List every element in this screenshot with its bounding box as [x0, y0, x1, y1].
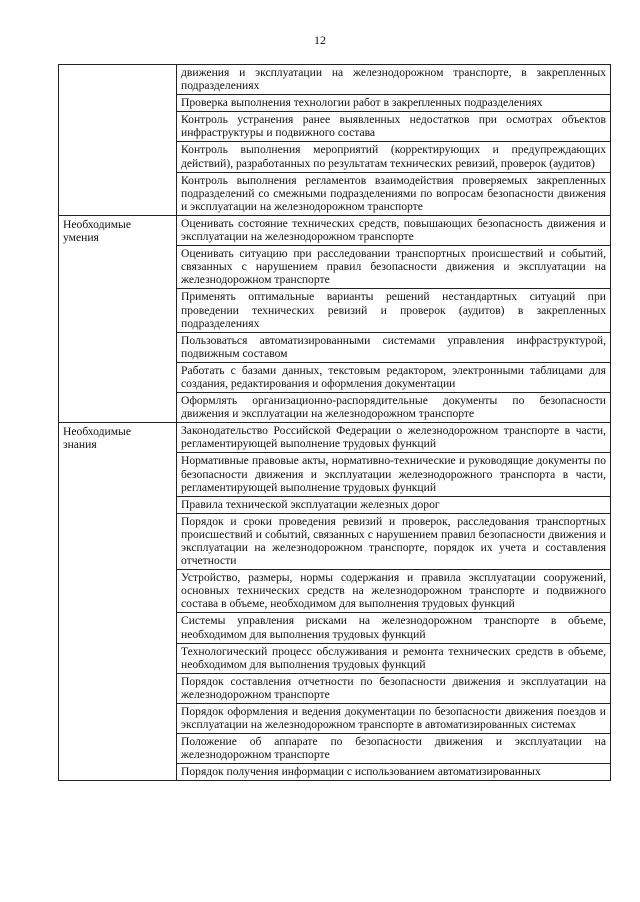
table-row — [59, 215, 611, 245]
requirement-cell — [177, 513, 611, 569]
requirement-text: Системы управления рисками на железнодорожном транспорте в объеме, необходимом для выполнения трудовых функций — [181, 614, 606, 641]
requirement-cell — [177, 496, 611, 513]
requirement-cell — [177, 570, 611, 613]
requirement-cell — [177, 423, 611, 453]
requirement-cell — [177, 215, 611, 245]
requirement-cell — [177, 112, 611, 142]
requirement-text: Законодательство Российской Федерации о железнодорожном транспорте в части, регламентирующей выполнение трудовых функций — [181, 424, 606, 451]
requirement-text: Порядок получения информации с использованием автоматизированных — [181, 765, 541, 779]
requirement-text: Пользоваться автоматизированными системами управления инфраструктурой, подвижным составом — [181, 333, 606, 360]
requirement-cell — [177, 246, 611, 289]
requirement-cell — [177, 172, 611, 215]
page-number: 12 — [314, 33, 326, 47]
requirement-cell — [177, 734, 611, 764]
requirement-cell — [177, 764, 611, 781]
requirement-cell — [177, 95, 611, 112]
requirement-text: Нормативные правовые акты, нормативно-технические и руководящие документы по безопасности движения и эксплуатации железнодорожного транспорта в части, регламентирующей выполнение трудовых функций — [181, 454, 606, 494]
requirement-text: Положение об аппарате по безопасности движения и эксплуатации на железнодорожном транспорте — [181, 735, 606, 762]
requirement-text: Работать с базами данных, текстовым редактором, электронными таблицами для создания, редактирования и оформления документации — [181, 363, 606, 390]
section-label: Необходимые знания — [63, 425, 131, 452]
requirement-text: Проверка выполнения технологии работ в закрепленных подразделениях — [181, 96, 543, 110]
requirement-text: Применять оптимальные варианты решений нестандартных ситуаций при проведении технических ревизий и проверок (аудитов) в закрепленных подразделениях — [181, 290, 606, 330]
requirement-cell — [177, 289, 611, 332]
requirement-text: Устройство, размеры, нормы содержания и правила эксплуатации сооружений, основных технических средств на железнодорожном транспорте и подвижного состава в объеме, необходимом для выполнения трудовых функций — [181, 571, 606, 611]
requirement-cell — [177, 643, 611, 673]
section-label: Необходимые умения — [63, 217, 131, 245]
section-label-cell — [59, 423, 177, 781]
requirement-cell — [177, 613, 611, 643]
requirement-text: Порядок и сроки проведения ревизий и проверок, расследования транспортных происшествий и событий, связанных с нарушением правил безопасности движения и эксплуатации на железнодорожном транспорте, порядок их учета и составления отчетности — [181, 514, 606, 568]
section-label-cell — [59, 215, 177, 422]
requirement-cell — [177, 362, 611, 392]
requirement-text: Оформлять организационно-распорядительные документы по безопасности движения и эксплуатации на железнодорожном транспорте — [181, 394, 606, 421]
requirement-text: Технологический процесс обслуживания и ремонта технических средств в объеме, необходимом для выполнения трудовых функций — [181, 644, 606, 671]
table-row — [59, 423, 611, 453]
requirement-text: движения и эксплуатации на железнодорожном транспорте, в закрепленных подразделениях — [181, 66, 606, 93]
requirement-text: Контроль выполнения регламентов взаимодействия проверяемых закрепленных подразделений со смежными подразделениями по вопросам безопасности движения и эксплуатации на железнодорожном транспорте — [181, 173, 606, 213]
requirement-text: Оценивать ситуацию при расследовании транспортных происшествий и событий, связанных с нарушением правил безопасности движения и эксплуатации на железнодорожном транспорте — [181, 247, 606, 287]
requirement-text: Порядок оформления и ведения документации по безопасности движения поездов и эксплуатации на железнодорожном транспорте в автоматизированных системах — [181, 705, 606, 732]
requirement-text: Правила технической эксплуатации железных дорог — [181, 497, 440, 511]
requirement-cell — [177, 704, 611, 734]
requirement-cell — [177, 65, 611, 95]
table-row — [59, 65, 611, 95]
requirement-text: Порядок составления отчетности по безопасности движения и эксплуатации на железнодорожном транспорте — [181, 674, 606, 701]
competency-table — [58, 64, 611, 781]
requirement-cell — [177, 142, 611, 172]
requirement-cell — [177, 673, 611, 703]
requirement-cell — [177, 332, 611, 362]
requirement-cell — [177, 453, 611, 496]
requirement-text: Контроль выполнения мероприятий (корректирующих и предупреждающих действий), разработанных по результатам технических ревизий, проверок (аудитов) — [181, 143, 606, 170]
requirement-text: Оценивать состояние технических средств, повышающих безопасность движения и эксплуатации на железнодорожном транспорте — [181, 216, 606, 244]
requirement-text: Контроль устранения ранее выявленных недостатков при осмотрах объектов инфраструктуры и подвижного состава — [181, 113, 606, 140]
requirement-cell — [177, 393, 611, 423]
section-label-cell — [59, 65, 177, 216]
